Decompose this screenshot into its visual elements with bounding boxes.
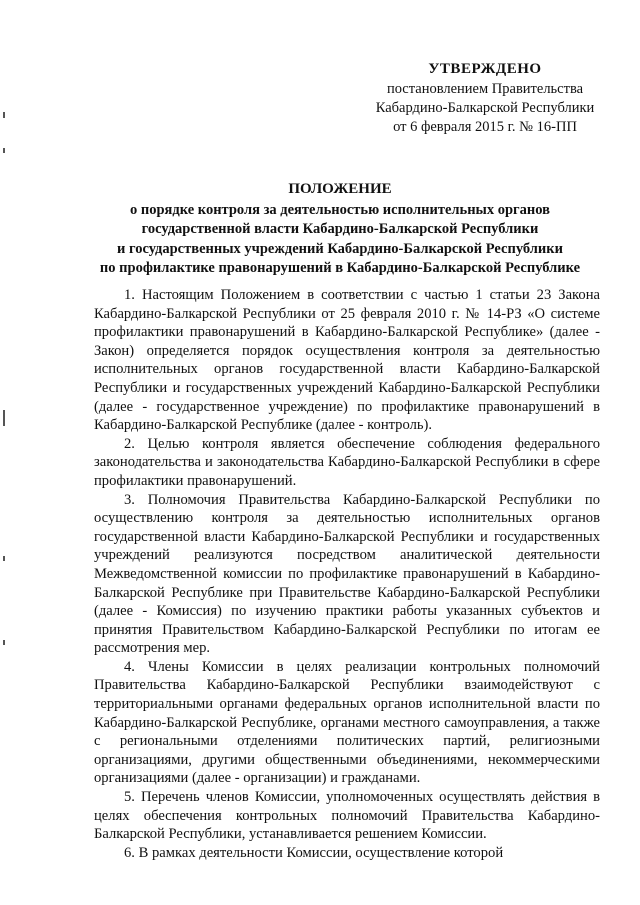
paragraph: 5. Перечень членов Комиссии, уполномоченных осуществлять действия в целях обеспечения контрольных полномочий Правительства Кабардино-Балкарской Республики, устанавливается решением Комиссии. (94, 789, 600, 843)
title-line: и государственных учреждений Кабардино-Балкарской Республики (117, 240, 563, 257)
paragraph: 4. Члены Комиссии в целях реализации контрольных полномочий Правительства Кабардино-Балкарской Республики взаимодействуют с территориальными органами федеральных органов исполнительной власти по Кабардино-Балкарской Республике, органами местного самоуправления, а также с региональными отделениями политических партий, религиозными организациями, другими общественными объединениями, некоммерческими организациями (далее - организации) и гражданами. (94, 658, 600, 787)
paragraph: 1. Настоящим Положением в соответствии с частью 1 статьи 23 Закона Кабардино-Балкарской Республики от 25 февраля 2010 г. № 14-РЗ «О системе профилактики правонарушений в Кабардино-Балкарской Республике» (далее - Закон) определяется порядок осуществления контроля за деятельностью исполнительных органов государственной власти Кабардино-Балкарской Республики и государственных учреждений Кабардино-Балкарской Республики (далее - государственное учреждение) по профилактике правонарушений в Кабардино-Балкарской Республике (далее - контроль). (94, 287, 600, 434)
title-line: по профилактике правонарушений в Кабардино-Балкарской Республике (99, 260, 581, 276)
document-title (90, 180, 590, 279)
paragraph: 2. Целью контроля является обеспечение соблюдения федерального законодательства и законодательства Кабардино-Балкарской Республики в сфере профилактики правонарушений. (94, 435, 600, 489)
edge-mark (3, 640, 5, 645)
edge-mark (3, 410, 5, 426)
title-main: ПОЛОЖЕНИЕ (288, 181, 392, 197)
paragraph: 6. В рамках деятельности Комиссии, осуществление которой (124, 844, 504, 861)
title-line: государственной власти Кабардино-Балкарской Республики (141, 221, 539, 237)
paragraph: 3. Полномочия Правительства Кабардино-Балкарской Республики по осуществлению контроля за деятельностью исполнительных органов государственной власти Кабардино-Балкарской Республики и государственных учреждений реализуются посредством аналитической деятельности Межведомственной комиссии по профилактике правонарушений в Кабардино-Балкарской Республике при Правительстве Кабардино-Балкарской Республики (далее - Комиссия) по изучению практики работы указанных субъектов и принятия Правительством Кабардино-Балкарской Республики по итогам ее рассмотрения мер. (94, 491, 600, 657)
edge-mark (3, 112, 5, 118)
edge-mark (3, 148, 5, 153)
edge-mark (3, 556, 5, 561)
approval-line: постановлением Правительства (386, 81, 584, 97)
approval-line: от 6 февраля 2015 г. № 16-ПП (393, 119, 577, 135)
left-edge-marks (0, 0, 10, 905)
approval-heading: УТВЕРЖДЕНО (428, 61, 542, 77)
title-line: о порядке контроля за деятельностью исполнительных органов (130, 201, 550, 218)
document-body (94, 286, 600, 862)
approval-line: Кабардино-Балкарской Республики (375, 100, 595, 116)
approval-stamp (360, 60, 610, 137)
